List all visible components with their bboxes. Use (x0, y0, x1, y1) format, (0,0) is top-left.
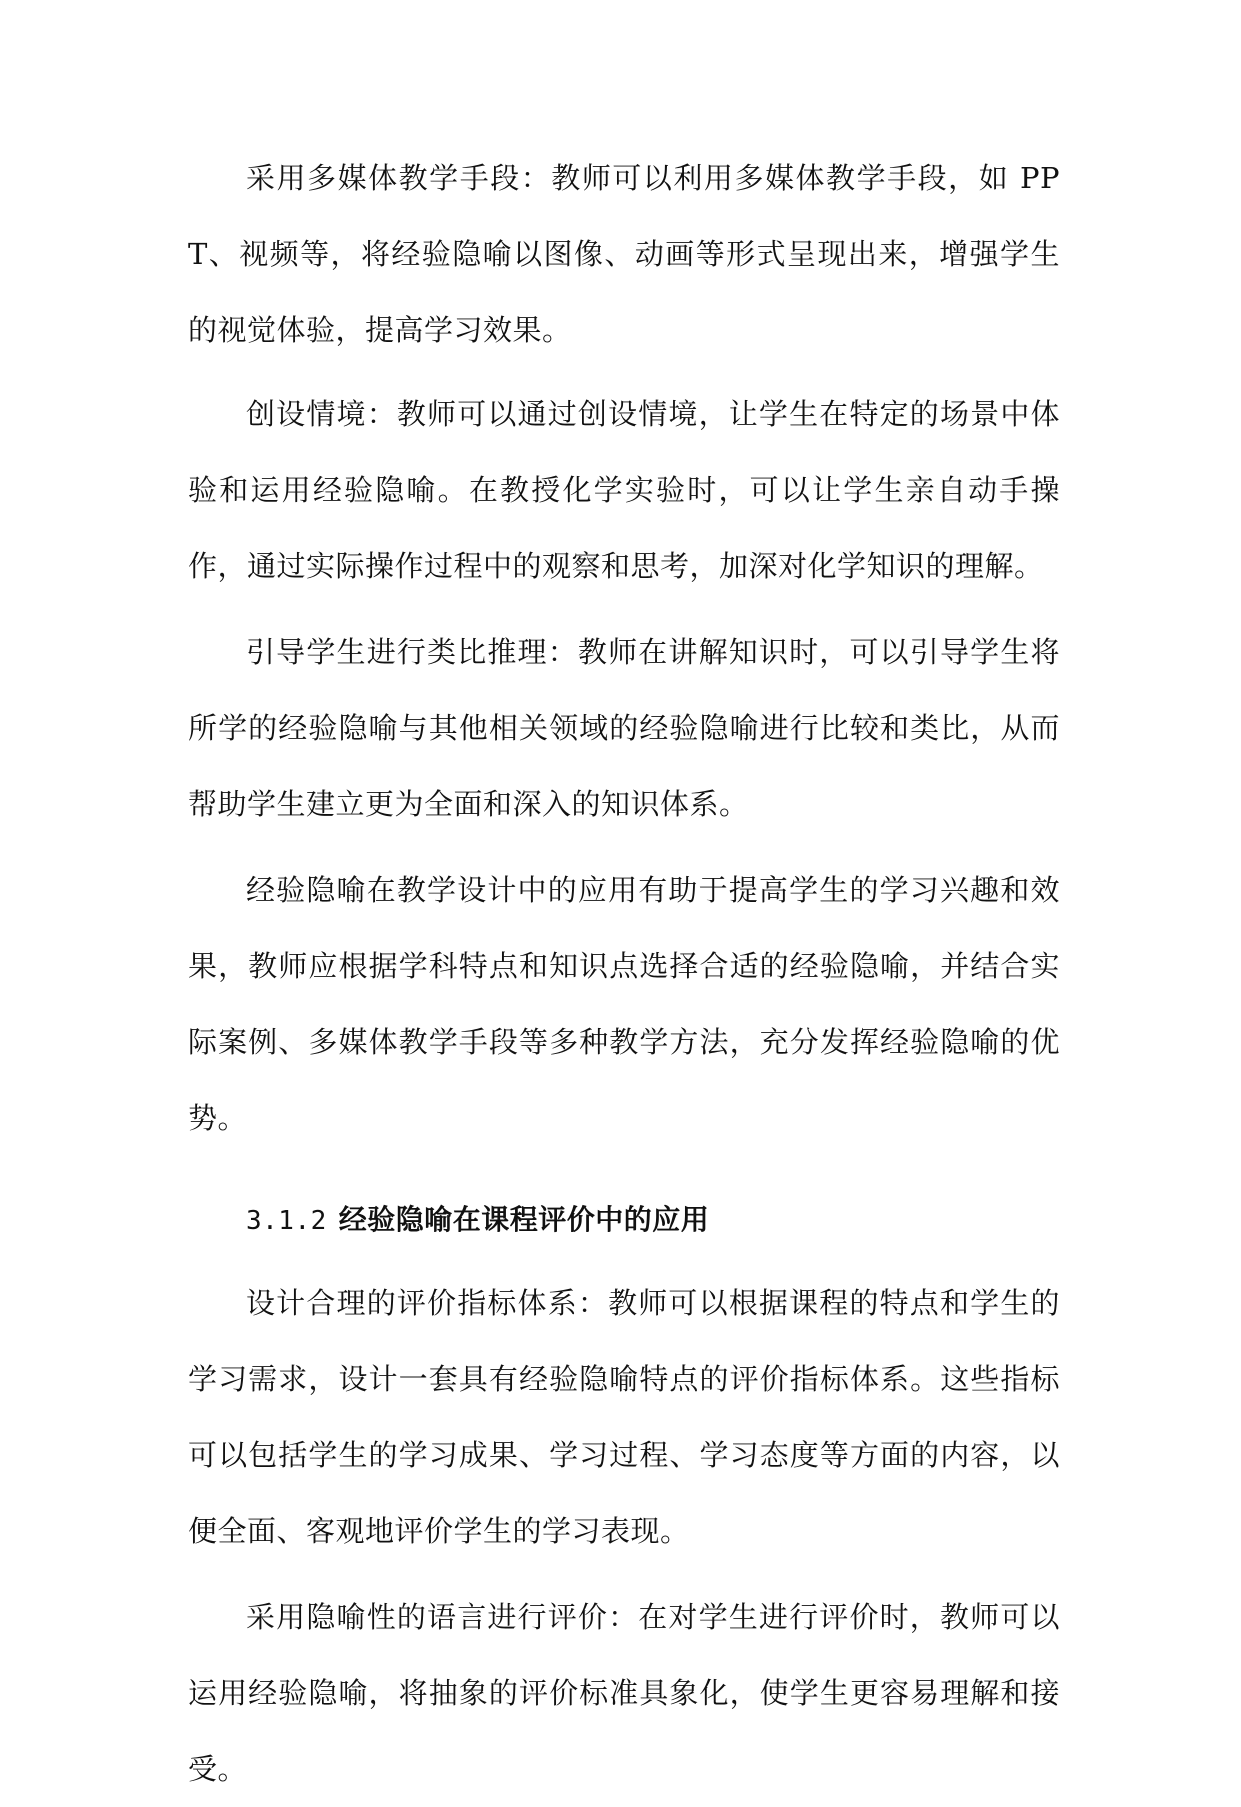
section-heading (188, 1190, 1060, 1251)
paragraph-evaluation-index: 设计合理的评价指标体系：教师可以根据课程的特点和学生的学习需求，设计一套具有经验隐喻特点的评价指标体系。这些指标可以包括学生的学习成果、学习过程、学习态度等方面的内容，以便全面、客观地评价学生的学习表现。 (188, 1286, 1060, 1548)
section-title: 经验隐喻在课程评价中的应用 (338, 1203, 710, 1236)
paragraph-metaphorical-language: 采用隐喻性的语言进行评价：在对学生进行评价时，教师可以运用经验隐喻，将抽象的评价标准具象化，使学生更容易理解和接受。 (188, 1600, 1060, 1786)
document-body (188, 140, 1060, 1807)
paragraph-teaching-design-summary: 经验隐喻在教学设计中的应用有助于提高学生的学习兴趣和效果，教师应根据学科特点和知识点选择合适的经验隐喻，并结合实际案例、多媒体教学手段等多种教学方法，充分发挥经验隐喻的优势。 (188, 873, 1060, 1135)
paragraph-analogy-reasoning: 引导学生进行类比推理：教师在讲解知识时，可以引导学生将所学的经验隐喻与其他相关领域的经验隐喻进行比较和类比，从而帮助学生建立更为全面和深入的知识体系。 (188, 635, 1060, 821)
paragraph-multimedia: 采用多媒体教学手段：教师可以利用多媒体教学手段，如 PPT、视频等，将经验隐喻以图像、动画等形式呈现出来，增强学生的视觉体验，提高学习效果。 (188, 161, 1060, 347)
paragraph-create-situation: 创设情境：教师可以通过创设情境，让学生在特定的场景中体验和运用经验隐喻。在教授化学实验时，可以让学生亲自动手操作，通过实际操作过程中的观察和思考，加深对化学知识的理解。 (188, 397, 1060, 583)
section-number: 3.1.2 (246, 1206, 327, 1236)
